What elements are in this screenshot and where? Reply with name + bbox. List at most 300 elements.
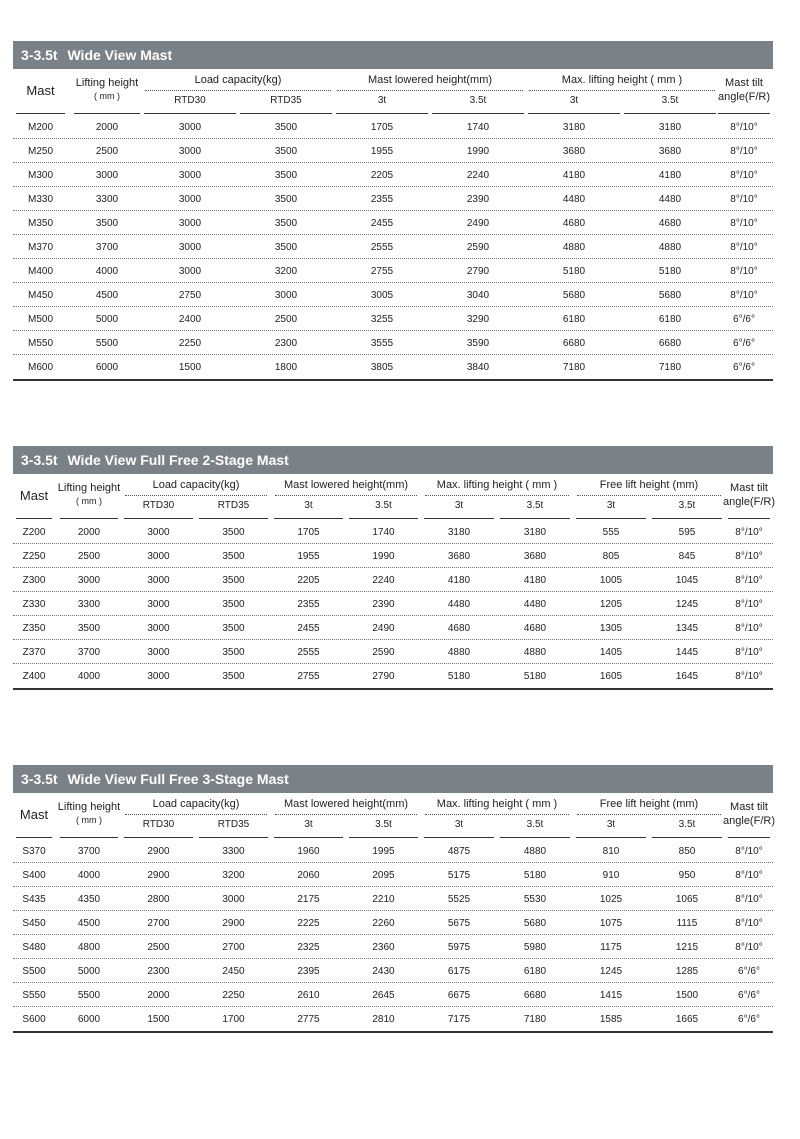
table-cell: M200 bbox=[27, 122, 53, 133]
table-cell: 3000 bbox=[147, 575, 170, 586]
spec-table bbox=[13, 474, 773, 690]
header-sub-t3: 3t bbox=[606, 500, 616, 511]
table-cell: 3255 bbox=[370, 314, 394, 325]
table-cell: 1960 bbox=[297, 846, 320, 857]
table-cell: Z250 bbox=[22, 551, 46, 562]
table-cell: 8°/10° bbox=[735, 846, 763, 857]
header-sub-t3: 3t bbox=[454, 500, 464, 511]
header-underline bbox=[652, 837, 722, 838]
header-underline bbox=[500, 837, 570, 838]
table-cell: 3000 bbox=[178, 218, 202, 229]
table-cell: 3590 bbox=[466, 338, 490, 349]
table-cell: 2790 bbox=[372, 671, 395, 682]
header-sub-rtd30: RTD30 bbox=[142, 819, 175, 830]
table-cell: 2250 bbox=[222, 990, 245, 1001]
table-row bbox=[13, 259, 773, 283]
table-cell: 2500 bbox=[77, 551, 101, 562]
table-cell: 4180 bbox=[447, 575, 471, 586]
header-sub-t3: 3t bbox=[569, 95, 579, 106]
table-cell: 3005 bbox=[370, 290, 394, 301]
header-underline bbox=[60, 518, 118, 519]
header-group-load-capacity: Load capacity(kg) bbox=[194, 74, 282, 86]
table-cell: 2555 bbox=[297, 647, 320, 658]
table-cell: 3200 bbox=[222, 870, 245, 881]
header-underline bbox=[124, 518, 193, 519]
table-cell: 4800 bbox=[77, 942, 101, 953]
table-cell: 2755 bbox=[297, 671, 320, 682]
table-title: Wide View Mast bbox=[67, 47, 173, 63]
table-cell: 805 bbox=[602, 551, 620, 562]
header-group-max-lift: Max. lifting height ( mm ) bbox=[436, 479, 558, 491]
table-cell: 1705 bbox=[370, 122, 394, 133]
table-cell: 8°/10° bbox=[735, 870, 763, 881]
table-cell: 1215 bbox=[675, 942, 699, 953]
header-underline bbox=[728, 518, 770, 519]
table-cell: 2060 bbox=[297, 870, 320, 881]
table-cell: 5975 bbox=[447, 942, 471, 953]
header-lifting-unit: ( mm ) bbox=[76, 496, 102, 506]
table-cell: 8°/10° bbox=[730, 266, 758, 277]
capacity-code: 3-3.5t bbox=[21, 47, 58, 63]
table-cell: 2225 bbox=[297, 918, 320, 929]
table-cell: 3500 bbox=[222, 647, 245, 658]
table-cell: 2000 bbox=[77, 527, 101, 538]
header-underline bbox=[274, 837, 343, 838]
table-cell: S400 bbox=[22, 870, 46, 881]
table-cell: 2325 bbox=[297, 942, 320, 953]
table-cell: 2490 bbox=[372, 623, 395, 634]
table-cell: 3500 bbox=[274, 170, 298, 181]
table-cell: S370 bbox=[22, 846, 46, 857]
table-header bbox=[13, 793, 773, 839]
table-cell: 6675 bbox=[447, 990, 471, 1001]
header-sub-rtd35: RTD35 bbox=[270, 95, 302, 106]
table-cell: 5180 bbox=[658, 266, 682, 277]
table-cell: 5500 bbox=[95, 338, 119, 349]
table-cell: 4000 bbox=[95, 266, 119, 277]
table-cell: 2240 bbox=[466, 170, 490, 181]
table-cell: M350 bbox=[27, 218, 53, 229]
header-group-divider bbox=[529, 90, 715, 91]
table-cell: 1990 bbox=[372, 551, 395, 562]
table-cell: 8°/10° bbox=[730, 242, 758, 253]
table-cell: 4350 bbox=[77, 894, 101, 905]
table-cell: 2455 bbox=[370, 218, 394, 229]
table-cell: 3300 bbox=[77, 599, 101, 610]
table-title: Wide View Full Free 3-Stage Mast bbox=[67, 771, 289, 787]
table-cell: 4680 bbox=[447, 623, 471, 634]
table-cell: 1205 bbox=[599, 599, 623, 610]
table-cell: M250 bbox=[27, 146, 53, 157]
table-row bbox=[13, 520, 773, 544]
table-cell: 2300 bbox=[274, 338, 298, 349]
table-cell: 3555 bbox=[370, 338, 394, 349]
header-sub-t35: 3.5t bbox=[661, 95, 679, 106]
table-cell: 3680 bbox=[447, 551, 471, 562]
header-underline bbox=[652, 518, 722, 519]
table-cell: 3000 bbox=[147, 671, 170, 682]
table-section-wide-view-mast bbox=[13, 41, 773, 381]
table-cell: M500 bbox=[27, 314, 53, 325]
table-cell: 3180 bbox=[658, 122, 682, 133]
header-sub-rtd35: RTD35 bbox=[217, 500, 250, 511]
table-cell: 2260 bbox=[372, 918, 395, 929]
header-sub-t3: 3t bbox=[377, 95, 387, 106]
table-row bbox=[13, 283, 773, 307]
table-cell: 8°/10° bbox=[735, 623, 763, 634]
header-group-max-lift: Max. lifting height ( mm ) bbox=[561, 74, 683, 86]
table-cell: 1405 bbox=[599, 647, 623, 658]
header-group-free-lift: Free lift height (mm) bbox=[599, 479, 699, 491]
table-cell: 2355 bbox=[297, 599, 320, 610]
header-group-divider bbox=[125, 814, 267, 815]
header-sub-t35: 3.5t bbox=[678, 819, 696, 830]
table-cell: 3000 bbox=[178, 146, 202, 157]
table-cell: 3300 bbox=[222, 846, 245, 857]
table-cell: 2400 bbox=[178, 314, 202, 325]
table-cell: 8°/10° bbox=[730, 122, 758, 133]
table-row bbox=[13, 139, 773, 163]
table-cell: 1665 bbox=[675, 1014, 699, 1025]
table-cell: 2205 bbox=[297, 575, 320, 586]
table-cell: 3000 bbox=[95, 170, 119, 181]
header-lifting-height: Lifting height bbox=[57, 801, 121, 813]
table-cell: 4680 bbox=[658, 218, 682, 229]
table-cell: 2490 bbox=[466, 218, 490, 229]
table-cell: 5180 bbox=[562, 266, 586, 277]
header-sub-t35: 3.5t bbox=[678, 500, 696, 511]
table-banner bbox=[13, 446, 773, 474]
header-tilt-angle: angle(F/R) bbox=[723, 815, 775, 827]
table-cell: 950 bbox=[678, 870, 696, 881]
header-underline bbox=[74, 113, 140, 114]
table-cell: 2210 bbox=[372, 894, 395, 905]
table-cell: Z330 bbox=[22, 599, 46, 610]
table-cell: 1075 bbox=[599, 918, 623, 929]
table-cell: 4880 bbox=[523, 647, 547, 658]
table-cell: 5675 bbox=[447, 918, 471, 929]
table-cell: 8°/10° bbox=[730, 194, 758, 205]
table-cell: 6°/6° bbox=[733, 314, 755, 325]
table-cell: 1955 bbox=[370, 146, 394, 157]
table-cell: 3805 bbox=[370, 362, 394, 373]
header-sub-t3: 3t bbox=[454, 819, 464, 830]
capacity-code: 3-3.5t bbox=[21, 452, 58, 468]
capacity-code: 3-3.5t bbox=[21, 771, 58, 787]
table-cell: 3180 bbox=[523, 527, 547, 538]
table-cell: 3500 bbox=[274, 122, 298, 133]
table-cell: 2240 bbox=[372, 575, 395, 586]
table-row bbox=[13, 887, 773, 911]
table-row bbox=[13, 331, 773, 355]
table-cell: 1115 bbox=[676, 918, 698, 929]
header-underline bbox=[199, 837, 268, 838]
table-cell: 2610 bbox=[297, 990, 320, 1001]
header-underline bbox=[144, 113, 236, 114]
table-cell: 8°/10° bbox=[735, 599, 763, 610]
table-cell: 1605 bbox=[599, 671, 623, 682]
table-cell: 8°/10° bbox=[735, 918, 763, 929]
table-cell: 2500 bbox=[147, 942, 170, 953]
table-cell: 8°/10° bbox=[730, 218, 758, 229]
header-group-load-capacity: Load capacity(kg) bbox=[152, 479, 240, 491]
table-cell: 3000 bbox=[178, 266, 202, 277]
table-cell: Z200 bbox=[22, 527, 46, 538]
table-cell: 3680 bbox=[562, 146, 586, 157]
table-cell: 5680 bbox=[658, 290, 682, 301]
header-mast: Mast bbox=[19, 488, 49, 503]
header-group-divider bbox=[577, 495, 721, 496]
header-sub-rtd30: RTD30 bbox=[142, 500, 175, 511]
table-cell: 3180 bbox=[562, 122, 586, 133]
table-cell: 3500 bbox=[274, 194, 298, 205]
table-bottom-rule bbox=[13, 688, 773, 690]
table-cell: 2390 bbox=[466, 194, 490, 205]
table-cell: 4480 bbox=[523, 599, 547, 610]
table-row bbox=[13, 911, 773, 935]
table-cell: 3500 bbox=[274, 146, 298, 157]
table-cell: 4180 bbox=[523, 575, 547, 586]
table-cell: 3500 bbox=[95, 218, 119, 229]
table-cell: 2800 bbox=[147, 894, 170, 905]
table-cell: 3000 bbox=[178, 170, 202, 181]
table-cell: 2000 bbox=[95, 122, 119, 133]
header-tilt: Mast tilt bbox=[730, 801, 768, 813]
table-cell: 8°/10° bbox=[735, 551, 763, 562]
table-cell: 2205 bbox=[370, 170, 394, 181]
table-cell: 2300 bbox=[147, 966, 170, 977]
table-row bbox=[13, 163, 773, 187]
table-cell: M370 bbox=[27, 242, 53, 253]
table-cell: 6°/6° bbox=[738, 1014, 760, 1025]
header-group-divider bbox=[425, 814, 569, 815]
header-underline bbox=[424, 837, 494, 838]
table-cell: 1005 bbox=[599, 575, 623, 586]
table-cell: Z300 bbox=[22, 575, 46, 586]
table-cell: 3700 bbox=[77, 846, 101, 857]
table-cell: 5680 bbox=[523, 918, 547, 929]
header-group-divider bbox=[275, 814, 417, 815]
table-cell: 1700 bbox=[222, 1014, 245, 1025]
table-cell: S435 bbox=[22, 894, 46, 905]
table-cell: 3700 bbox=[95, 242, 119, 253]
table-header bbox=[13, 474, 773, 520]
table-cell: 4680 bbox=[562, 218, 586, 229]
table-cell: 5180 bbox=[523, 870, 547, 881]
table-cell: 4000 bbox=[77, 671, 101, 682]
table-cell: S500 bbox=[22, 966, 46, 977]
table-row bbox=[13, 115, 773, 139]
table-cell: 1500 bbox=[675, 990, 699, 1001]
table-cell: 3200 bbox=[274, 266, 298, 277]
table-cell: 3700 bbox=[77, 647, 101, 658]
table-cell: 5000 bbox=[95, 314, 119, 325]
table-cell: 1585 bbox=[599, 1014, 623, 1025]
table-cell: 6175 bbox=[447, 966, 471, 977]
header-tilt: Mast tilt bbox=[725, 77, 763, 89]
table-row bbox=[13, 839, 773, 863]
table-cell: 8°/10° bbox=[730, 290, 758, 301]
table-cell: 1995 bbox=[372, 846, 395, 857]
table-cell: 3040 bbox=[466, 290, 490, 301]
table-cell: 4880 bbox=[523, 846, 547, 857]
header-underline bbox=[500, 518, 570, 519]
header-sub-t35: 3.5t bbox=[375, 500, 392, 511]
table-cell: S480 bbox=[22, 942, 46, 953]
table-row bbox=[13, 959, 773, 983]
table-cell: 3000 bbox=[147, 647, 170, 658]
table-section-3-stage-mast bbox=[13, 765, 773, 1033]
table-cell: 5530 bbox=[523, 894, 547, 905]
table-cell: 5500 bbox=[77, 990, 101, 1001]
table-cell: 5525 bbox=[447, 894, 471, 905]
table-cell: 2900 bbox=[147, 870, 170, 881]
table-cell: S550 bbox=[22, 990, 46, 1001]
table-cell: 810 bbox=[602, 846, 620, 857]
table-row bbox=[13, 664, 773, 688]
table-row bbox=[13, 355, 773, 379]
table-cell: 3000 bbox=[77, 575, 101, 586]
table-cell: 1025 bbox=[599, 894, 623, 905]
table-row bbox=[13, 544, 773, 568]
header-underline bbox=[576, 837, 646, 838]
table-cell: 1045 bbox=[675, 575, 699, 586]
header-group-free-lift: Free lift height (mm) bbox=[599, 798, 699, 810]
table-row bbox=[13, 1007, 773, 1031]
table-cell: 1445 bbox=[675, 647, 699, 658]
table-row bbox=[13, 983, 773, 1007]
header-group-lowered: Mast lowered height(mm) bbox=[283, 479, 409, 491]
table-cell: 2775 bbox=[297, 1014, 320, 1025]
header-sub-t3: 3t bbox=[304, 500, 313, 511]
table-cell: 5180 bbox=[447, 671, 471, 682]
table-cell: 4480 bbox=[447, 599, 471, 610]
header-underline bbox=[349, 837, 418, 838]
table-cell: M550 bbox=[27, 338, 53, 349]
table-cell: 1345 bbox=[675, 623, 699, 634]
table-cell: 2175 bbox=[297, 894, 320, 905]
table-row bbox=[13, 640, 773, 664]
header-underline bbox=[124, 837, 193, 838]
table-cell: 4000 bbox=[77, 870, 101, 881]
header-tilt-angle: angle(F/R) bbox=[723, 496, 775, 508]
table-cell: 6680 bbox=[562, 338, 586, 349]
table-cell: 2390 bbox=[372, 599, 395, 610]
table-cell: 1305 bbox=[599, 623, 623, 634]
table-cell: 3500 bbox=[222, 575, 245, 586]
table-cell: 910 bbox=[602, 870, 620, 881]
table-cell: 2360 bbox=[372, 942, 395, 953]
header-underline bbox=[728, 837, 770, 838]
header-underline bbox=[16, 518, 52, 519]
table-cell: 6180 bbox=[562, 314, 586, 325]
table-cell: 2790 bbox=[466, 266, 490, 277]
table-cell: 8°/10° bbox=[730, 170, 758, 181]
table-cell: 3000 bbox=[147, 599, 170, 610]
table-cell: 1800 bbox=[274, 362, 298, 373]
table-cell: 3000 bbox=[274, 290, 298, 301]
header-underline bbox=[718, 113, 770, 114]
table-cell: 2450 bbox=[222, 966, 245, 977]
table-cell: 2500 bbox=[274, 314, 298, 325]
table-cell: 3500 bbox=[222, 671, 245, 682]
table-cell: 2590 bbox=[466, 242, 490, 253]
header-sub-t35: 3.5t bbox=[375, 819, 392, 830]
table-cell: 3500 bbox=[222, 551, 245, 562]
table-row bbox=[13, 616, 773, 640]
table-cell: 3000 bbox=[178, 194, 202, 205]
table-cell: 5680 bbox=[562, 290, 586, 301]
table-cell: 2095 bbox=[372, 870, 395, 881]
table-cell: M300 bbox=[27, 170, 53, 181]
table-cell: 1285 bbox=[675, 966, 699, 977]
table-cell: 1645 bbox=[675, 671, 699, 682]
header-sub-t35: 3.5t bbox=[526, 819, 544, 830]
table-cell: 1175 bbox=[600, 942, 622, 953]
table-cell: S450 bbox=[22, 918, 46, 929]
table-cell: 1500 bbox=[147, 1014, 170, 1025]
table-cell: 3180 bbox=[447, 527, 471, 538]
table-cell: 1415 bbox=[599, 990, 623, 1001]
table-row bbox=[13, 568, 773, 592]
table-cell: S600 bbox=[22, 1014, 46, 1025]
table-cell: 3500 bbox=[77, 623, 101, 634]
header-tilt-angle: angle(F/R) bbox=[718, 91, 770, 103]
header-mast: Mast bbox=[26, 83, 55, 98]
header-sub-t35: 3.5t bbox=[469, 95, 487, 106]
header-underline bbox=[60, 837, 118, 838]
table-cell: 7180 bbox=[658, 362, 682, 373]
table-cell: 2500 bbox=[95, 146, 119, 157]
table-cell: 3300 bbox=[95, 194, 119, 205]
table-cell: 2590 bbox=[372, 647, 395, 658]
table-cell: 3680 bbox=[658, 146, 682, 157]
header-underline bbox=[274, 518, 343, 519]
table-banner bbox=[13, 765, 773, 793]
table-cell: 4500 bbox=[77, 918, 101, 929]
table-cell: 2750 bbox=[178, 290, 202, 301]
header-sub-t3: 3t bbox=[606, 819, 616, 830]
spec-table bbox=[13, 69, 773, 381]
table-cell: Z370 bbox=[22, 647, 46, 658]
header-sub-t3: 3t bbox=[304, 819, 313, 830]
table-cell: M330 bbox=[27, 194, 53, 205]
table-cell: 6°/6° bbox=[738, 990, 760, 1001]
table-cell: 6000 bbox=[77, 1014, 101, 1025]
table-cell: 6180 bbox=[658, 314, 682, 325]
header-underline bbox=[240, 113, 332, 114]
header-underline bbox=[528, 113, 620, 114]
header-group-max-lift: Max. lifting height ( mm ) bbox=[436, 798, 558, 810]
table-cell: 4880 bbox=[562, 242, 586, 253]
table-cell: 4180 bbox=[658, 170, 682, 181]
header-group-divider bbox=[337, 90, 523, 91]
header-group-divider bbox=[145, 90, 331, 91]
table-bottom-rule bbox=[13, 379, 773, 381]
table-cell: 2900 bbox=[222, 918, 245, 929]
header-underline bbox=[576, 518, 646, 519]
table-cell: 3000 bbox=[147, 527, 170, 538]
table-cell: 3000 bbox=[147, 623, 170, 634]
table-cell: 8°/10° bbox=[735, 671, 763, 682]
table-row bbox=[13, 307, 773, 331]
table-cell: 3500 bbox=[274, 242, 298, 253]
table-cell: 2355 bbox=[370, 194, 394, 205]
table-cell: M600 bbox=[27, 362, 53, 373]
table-cell: Z350 bbox=[22, 623, 46, 634]
table-cell: 8°/10° bbox=[735, 647, 763, 658]
table-cell: 3000 bbox=[147, 551, 170, 562]
